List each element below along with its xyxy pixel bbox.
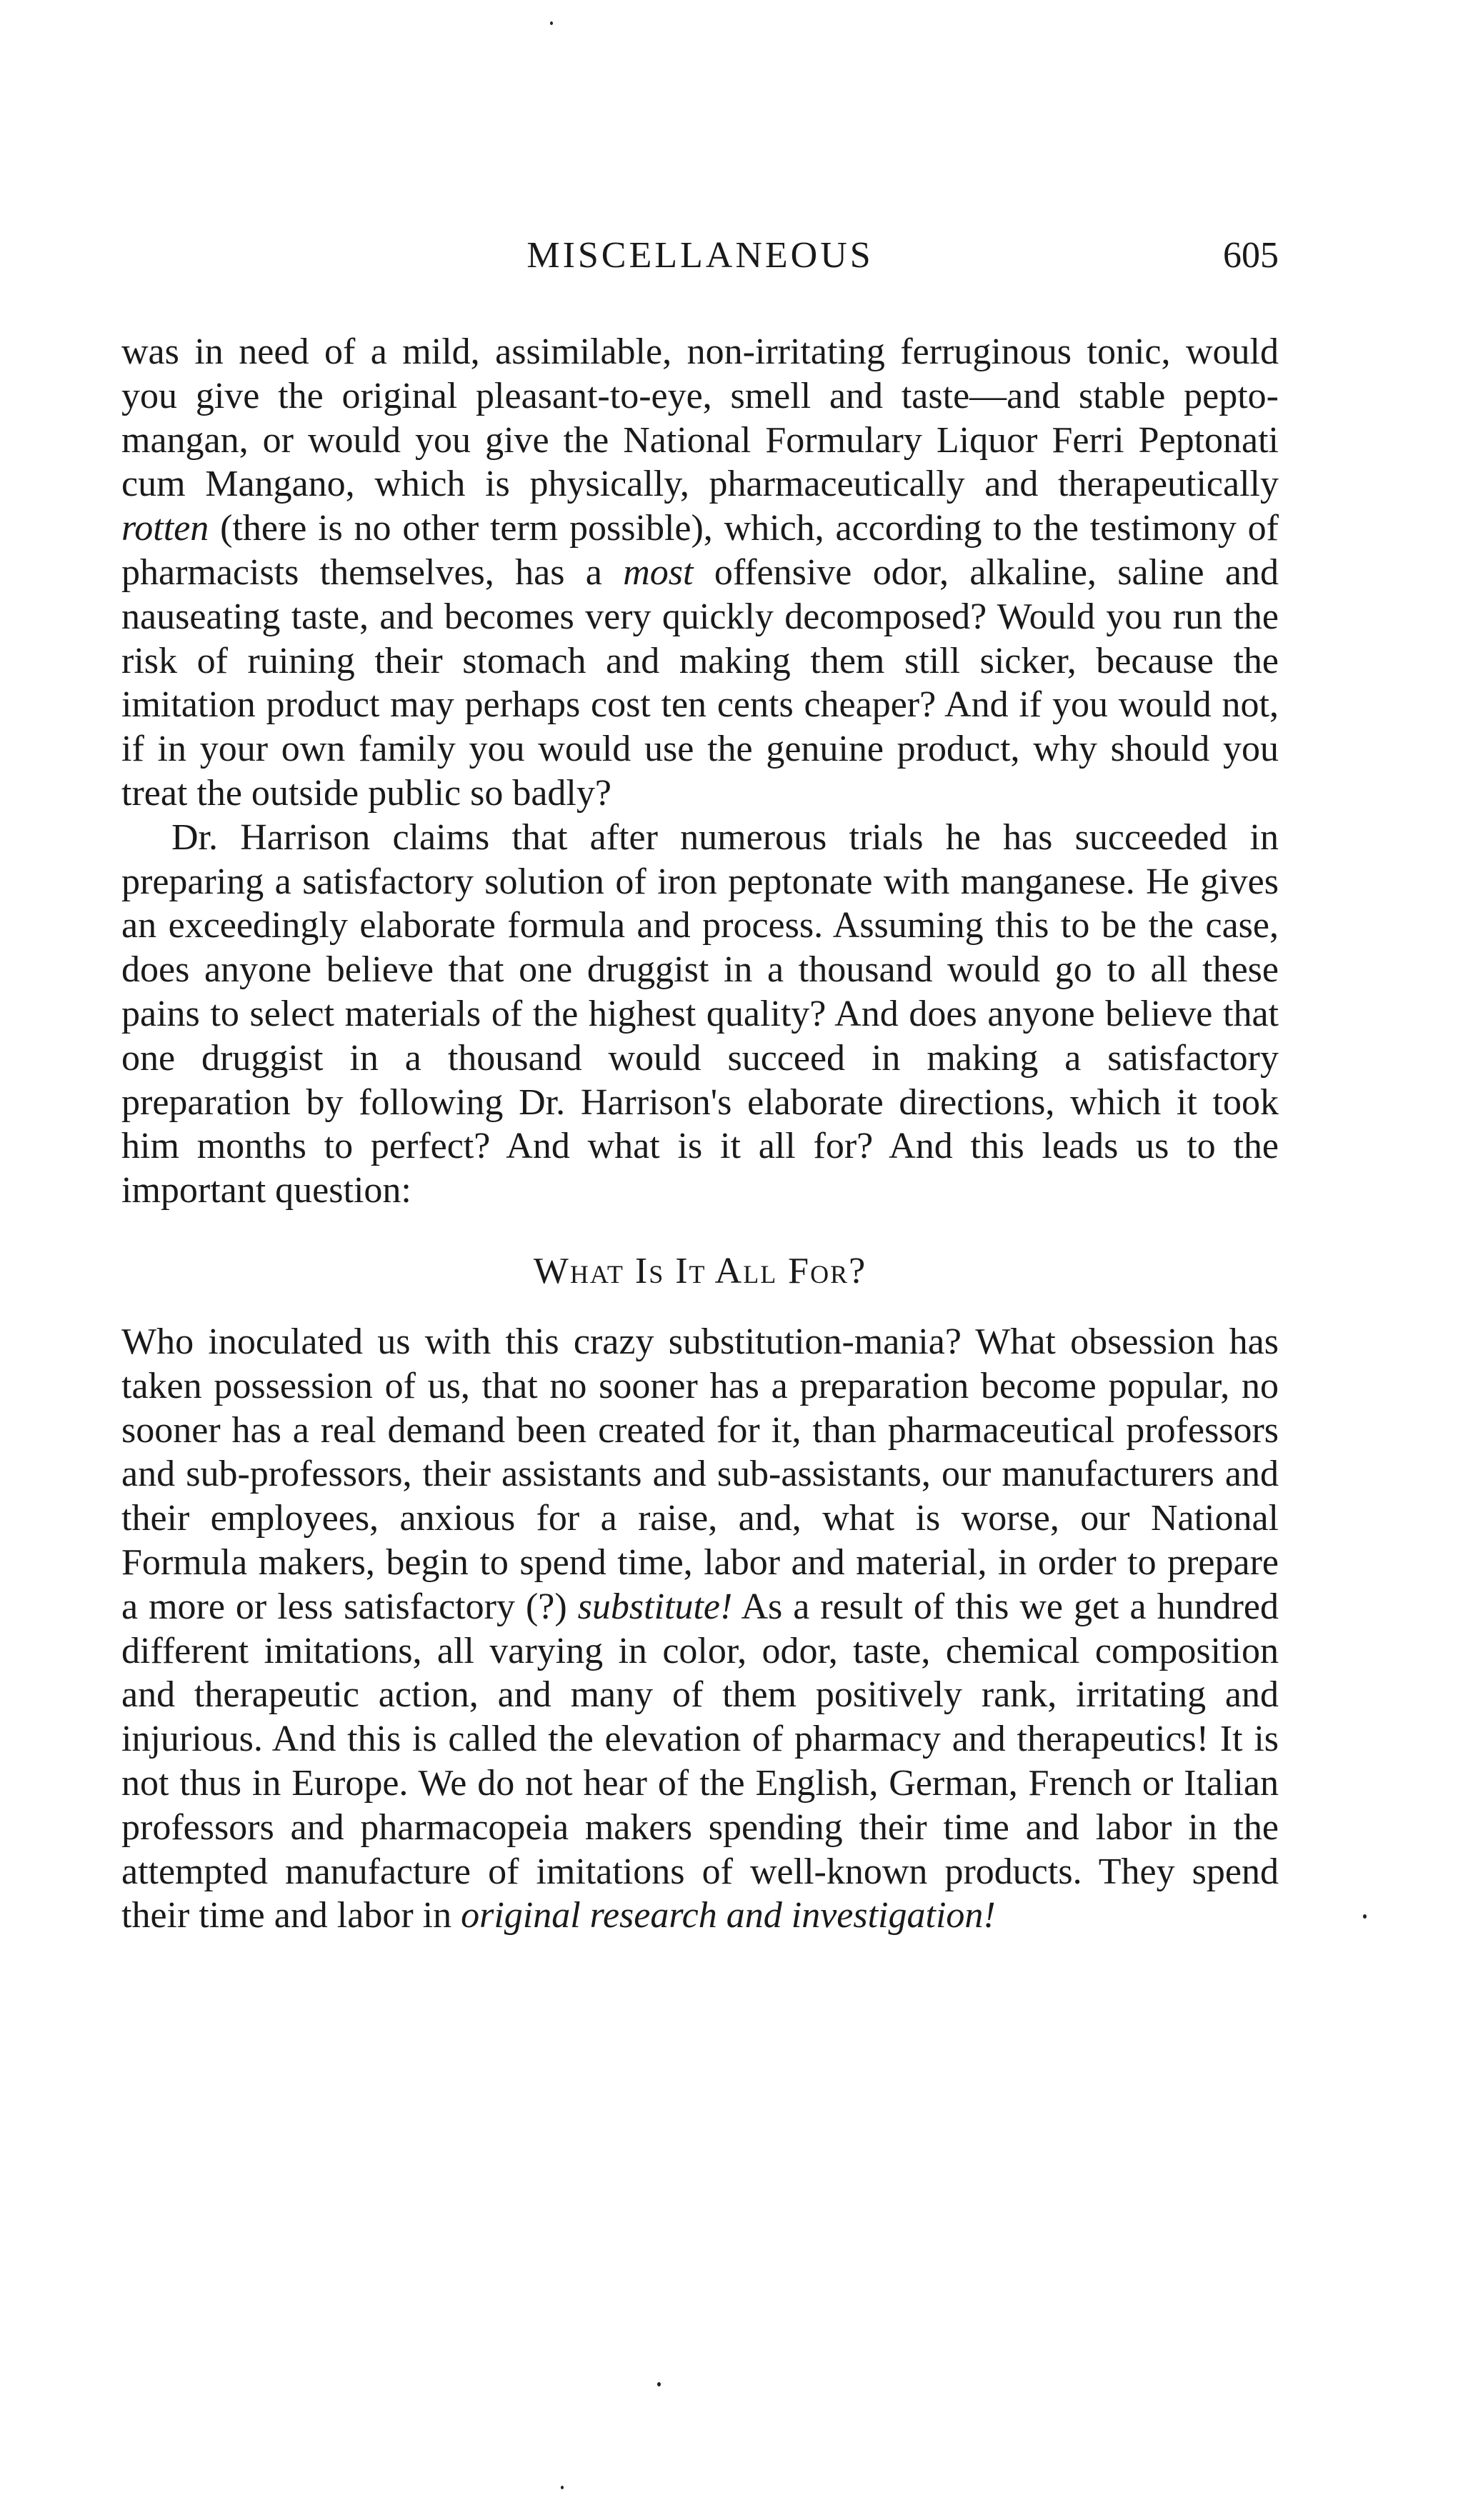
paragraph-1-text-c: offensive odor, alkaline, saline and nauseating taste, and becomes very quickly decomposed? Would you run the risk of ruining their stomach and making them still sicker, because the imitation product may perhaps cost ten cents cheaper? And if you would not, if in your own family you would use the genuine product, why should you treat the outside public so badly? — [121, 551, 1279, 814]
paragraph-1-text-b: (there is no other term possible), which, according to the testimony of pharmacists themselves, has a — [121, 508, 1279, 593]
ink-speck-bottom-2 — [561, 2486, 564, 2489]
ink-speck-bottom-1 — [657, 2382, 661, 2386]
section-heading: What Is It All For? — [533, 1250, 867, 1291]
emphasis-most: most — [623, 551, 694, 593]
running-head — [121, 227, 1279, 284]
paragraph-2: Dr. Harrison claims that after numerous trials he has succeeded in preparing a satisfactory solution of iron peptonate with manganese. He gives an exceedingly elaborate formula and process. Assuming this to be the case, does anyone believe that one druggist in a thousand would go to all these pains to select materials of the highest quality? And does anyone believe that one druggist in a thousand would succeed in making a satisfactory preparation by following Dr. Harrison's elaborate directions, which it took him months to perfect? And what is it all for? And this leads us to the important question: — [121, 816, 1279, 1211]
paragraph-1-text-a: was in need of a mild, assimilable, non-irritating ferruginous tonic, would you give the original pleasant-to-eye, smell and taste—and stable pepto-mangan, or would you give the National Formulary Liquor Ferri Peptonati cum Mangano, which is physically, pharmaceutically and therapeutically — [121, 331, 1279, 505]
running-title: MISCELLANEOUS — [526, 235, 874, 276]
paragraph-1 — [121, 330, 1279, 816]
ink-speck-top — [550, 21, 553, 25]
paragraph-3 — [121, 1320, 1279, 1938]
emphasis-substitute: substitute! — [577, 1586, 733, 1627]
emphasis-original-research: original research and investigation! — [461, 1895, 996, 1936]
emphasis-rotten: rotten — [121, 508, 209, 549]
ink-speck-right — [1363, 1914, 1367, 1919]
page-body — [121, 330, 1279, 1938]
paragraph-3-text-b: As a result of this we get a hundred different imitations, all varying in color, odor, taste, chemical composition and therapeutic action, and many of them positively rank, irritating and injurious. And this is called the elevation of pharmacy and therapeutics! It is not thus in Europe. We do not hear of the English, German, French or Italian professors and pharmacopeia makers spending their time and labor in the attempted manufacture of imitations of well-known products. They spend their time and labor in — [121, 1586, 1279, 1936]
page-number: 605 — [1223, 235, 1279, 276]
paragraph-3-text-a: Who inoculated us with this crazy substitution-mania? What obsession has taken possession of us, that no sooner has a preparation become popular, no sooner has a real demand been created for it, than pharmaceutical professors and sub-professors, their assistants and sub-assistants, our manufacturers and their employees, anxious for a raise, and, what is worse, our National Formula makers, begin to spend time, labor and material, in order to prepare a more or less satisfactory (?) — [121, 1321, 1279, 1627]
